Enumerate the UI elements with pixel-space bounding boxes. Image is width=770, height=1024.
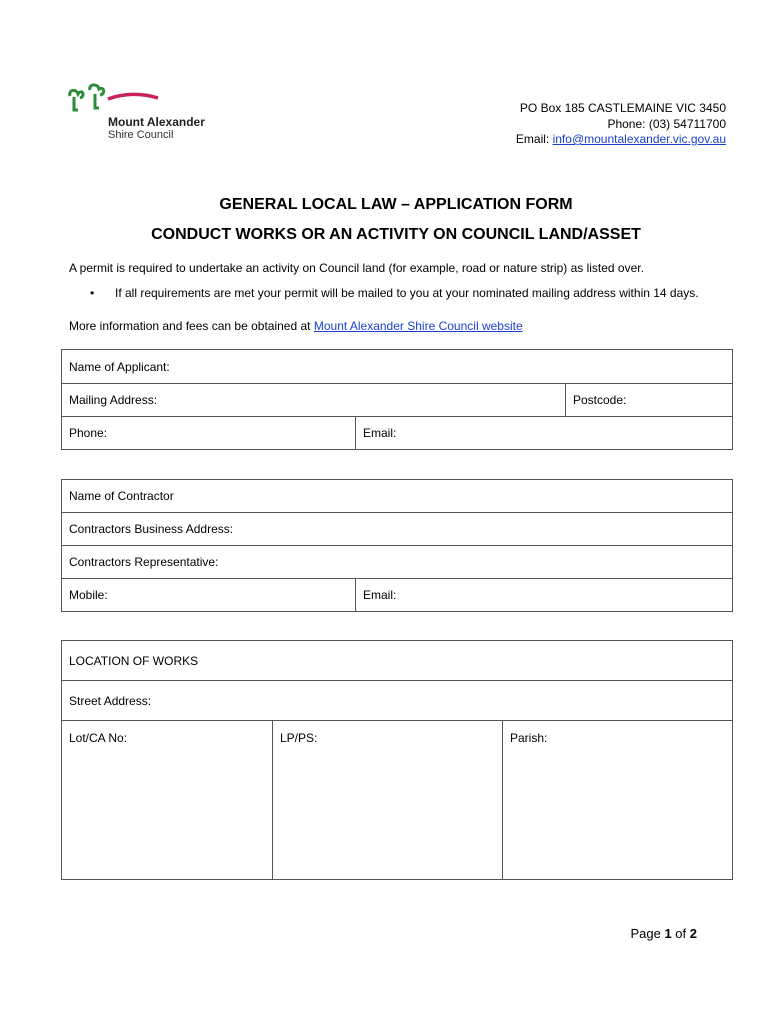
location-table <box>61 640 733 880</box>
more-info-text <box>69 319 523 333</box>
page-current: 1 <box>664 926 672 941</box>
location-heading: LOCATION OF WORKS <box>62 641 733 681</box>
email-link[interactable]: info@mountalexander.vic.gov.au <box>552 132 726 146</box>
intro-bullet <box>90 286 699 300</box>
contractor-name-field[interactable]: Name of Contractor <box>62 480 733 513</box>
bullet-text: If all requirements are met your permit will be mailed to you at your nominated mailing address within 14 days. <box>115 286 699 300</box>
council-website-link[interactable]: Mount Alexander Shire Council website <box>313 319 523 333</box>
form-title: GENERAL LOCAL LAW – APPLICATION FORM <box>219 196 573 213</box>
logo-name-line2: Shire Council <box>108 129 174 141</box>
email-line <box>516 132 726 148</box>
intro-text: A permit is required to undertake an activity on Council land (for example, road or nature strip) as listed over. <box>69 261 644 275</box>
contractor-email-field[interactable]: Email: <box>356 579 733 612</box>
postal-address: PO Box 185 CASTLEMAINE VIC 3450 <box>519 101 726 115</box>
mailing-address-field[interactable]: Mailing Address: <box>62 384 566 417</box>
council-contact-block <box>516 101 726 148</box>
applicant-name-field[interactable]: Name of Applicant: <box>62 350 733 384</box>
applicant-table <box>61 349 733 450</box>
contractor-representative-field[interactable]: Contractors Representative: <box>62 546 733 579</box>
lot-ca-field[interactable]: Lot/CA No: <box>62 721 273 880</box>
page-number <box>630 926 697 941</box>
bullet-icon: • <box>90 286 95 300</box>
street-address-field[interactable]: Street Address: <box>62 681 733 721</box>
of-word: of <box>675 926 687 941</box>
applicant-phone-field[interactable]: Phone: <box>62 417 356 450</box>
applicant-email-field[interactable]: Email: <box>356 417 733 450</box>
email-label: Email: <box>515 132 550 146</box>
lp-ps-field[interactable]: LP/PS: <box>273 721 503 880</box>
contractor-business-address-field[interactable]: Contractors Business Address: <box>62 513 733 546</box>
page-word: Page <box>630 926 661 941</box>
more-info-prefix: More information and fees can be obtained at <box>69 319 311 333</box>
council-logo <box>64 82 224 142</box>
phone-line: Phone: (03) 54711700 <box>607 116 726 131</box>
contractor-table <box>61 479 733 612</box>
form-subtitle: CONDUCT WORKS OR AN ACTIVITY ON COUNCIL LAND/ASSET <box>151 226 641 243</box>
postcode-field[interactable]: Postcode: <box>566 384 733 417</box>
logo-name-line1: Mount Alexander <box>108 115 205 129</box>
contractor-mobile-field[interactable]: Mobile: <box>62 579 356 612</box>
parish-field[interactable]: Parish: <box>503 721 733 880</box>
page-total: 2 <box>689 926 697 941</box>
